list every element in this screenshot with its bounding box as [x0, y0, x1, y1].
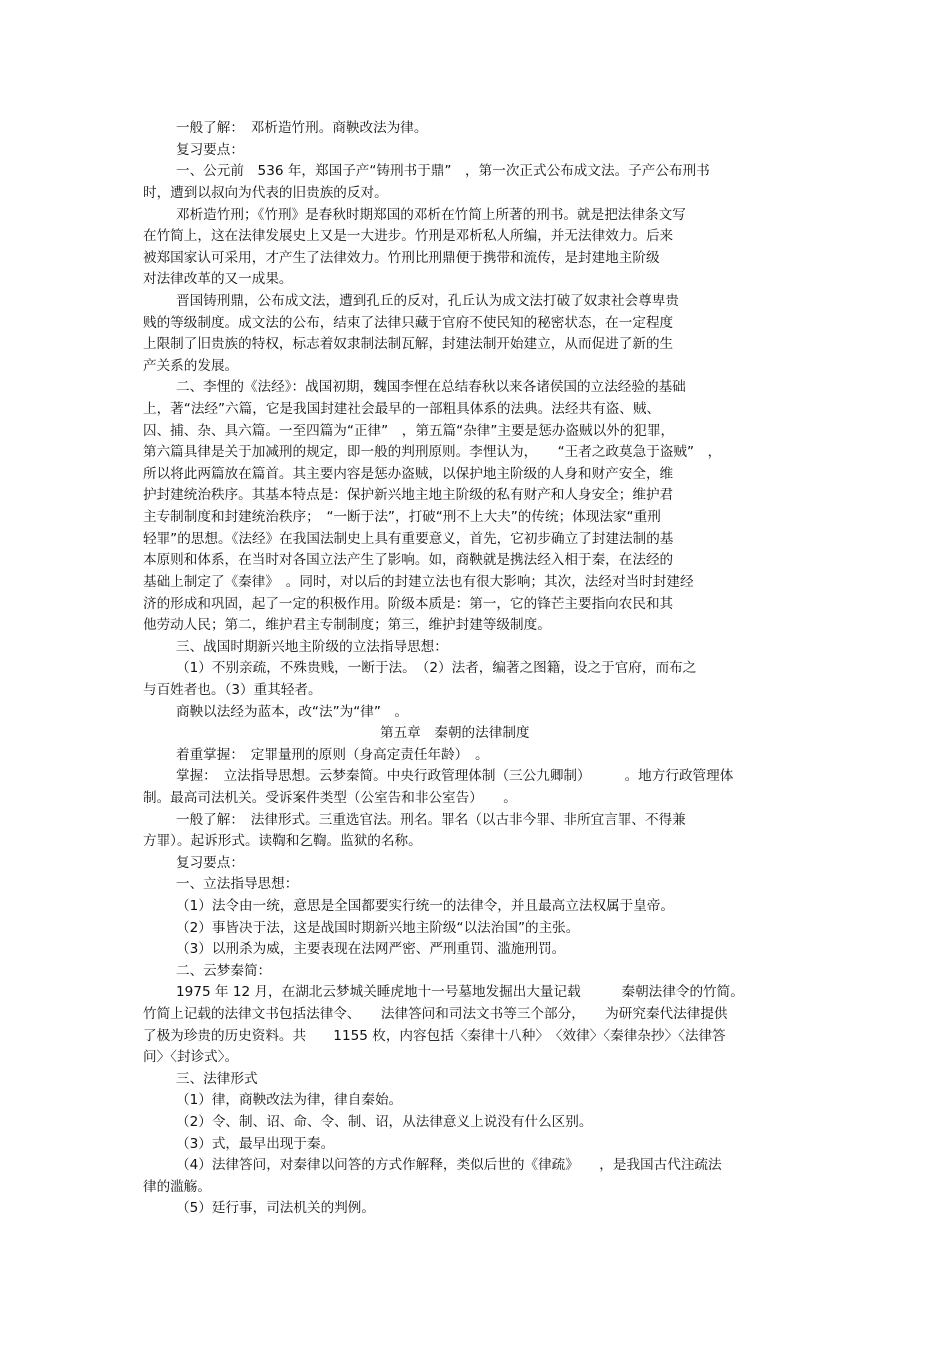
text-line: 被郑国家认可采用，才产生了法律效力。竹刑比刑鼎便于携带和流传，是封建地主阶级 — [143, 250, 660, 266]
text-line: 所以将此两篇放在篇首。其主要内容是惩办盗贼，以保护地主阶级的人身和财产安全，维 — [143, 466, 674, 482]
text-line: （4）法律答问，对秦律以问答的方式作解释，类似后世的《律疏》 ，是我国古代注疏法 — [176, 1157, 722, 1173]
text-line: 第六篇具律是关于加减刑的规定，即一般的判刑原则。李悝认为， “王者之政莫急于盗贼” ， — [143, 444, 722, 460]
text-line: 制。最高司法机关。受诉案件类型（公室告和非公室告） 。 — [143, 790, 517, 806]
text-line: 基础上制定了《秦律》 。同时，对以后的封建立法也有很大影响；其次，法经对当时封建经 — [143, 574, 694, 590]
text-line: 他劳动人民；第二，维护君主专制制度；第三，维护封建等级制度。 — [143, 617, 551, 633]
text-line: 掌握： 立法指导思想。云梦秦简。中央行政管理体制（三公九卿制） 。地方行政管理体 — [176, 768, 734, 784]
text-line: 着重掌握： 定罪量刑的原则（身高定责任年龄） 。 — [176, 747, 489, 763]
text-line: （5）廷行事，司法机关的判例。 — [176, 1200, 375, 1216]
text-line: 一般了解： 邓析造竹刑。商鞅改法为律。 — [176, 120, 428, 136]
text-line: 上，著“法经”六篇，它是我国封建社会最早的一部粗具体系的法典。法经共有盗、贼、 — [143, 401, 661, 417]
text-line: 了极为珍贵的历史资料。共 1155 枚，内容包括〈秦律十八种〉 〈效律〉〈秦律杂抄〉〈法律答 — [143, 1028, 726, 1044]
text-line: 对法律改革的又一成果。 — [143, 271, 293, 287]
text-line: 济的形成和巩固，起了一定的积极作用。阶级本质是：第一，它的锋芒主要指向农民和其 — [143, 596, 674, 612]
text-line: 三、法律形式 — [176, 1071, 258, 1087]
text-line: 二、李悝的《法经》：战国初期，魏国李悝在总结春秋以来各诸侯国的立法经验的基础 — [176, 379, 686, 395]
text-line: 三、战国时期新兴地主阶级的立法指导思想： — [176, 639, 448, 655]
text-line: 晋国铸刑鼎，公布成文法，遭到孔丘的反对，孔丘认为成文法打破了奴隶社会尊卑贵 — [176, 293, 679, 309]
text-line: 与百姓者也。（3）重其轻者。 — [143, 682, 322, 698]
text-line: 产关系的发展。 — [143, 358, 239, 374]
text-line: 囚、捕、杂、具六篇。一至四篇为“正律” ，第五篇“杂律”主要是惩办盗贼以外的犯罪， — [143, 423, 675, 439]
text-line: （1）法令由一统，意思是全国都要实行统一的法律令，并且最高立法权属于皇帝。 — [176, 898, 675, 914]
text-line: （1）不别亲疏，不殊贵贱，一断于法。 （2）法者，编著之图籍，设之于官府，而布之 — [176, 660, 697, 676]
text-line: 一、立法指导思想： — [176, 876, 299, 892]
text-line: （2）令、制、诏、命、令、制、诏，从法律意义上说没有什么区别。 — [176, 1114, 593, 1130]
text-line: （1）律，商鞅改法为律，律自秦始。 — [176, 1092, 403, 1108]
text-line: 方罪）。起诉形式。读鞫和乞鞫。监狱的名称。 — [143, 833, 422, 849]
text-line: 在竹简上，这在法律发展史上又是一大进步。竹刑是邓析私人所编，并无法律效力。后来 — [143, 228, 674, 244]
text-line: （3）式，最早出现于秦。 — [176, 1136, 335, 1152]
text-line: （3）以刑杀为威，主要表现在法网严密、严刑重罚、滥施刑罚。 — [176, 941, 566, 957]
text-line: 复习要点： — [176, 142, 244, 158]
text-line: 竹简上记载的法律文书包括法律令、 法律答问和司法文书等三个部分， 为研究秦代法律提供 — [143, 1006, 728, 1022]
text-line: 上限制了旧贵族的特权，标志着奴隶制法制瓦解，封建法制开始建立，从而促进了新的生 — [143, 336, 674, 352]
text-line: 时，遭到以叔向为代表的旧贵族的反对。 — [143, 185, 388, 201]
text-line: 问〉〈封诊式〉。 — [143, 1049, 239, 1065]
text-line: 复习要点： — [176, 855, 244, 871]
text-line: （2）事皆决于法，这是战国时期新兴地主阶级“以法治国”的主张。 — [176, 920, 580, 936]
text-line: 一般了解： 法律形式。三重选官法。刑名。罪名（以古非今罪、非所宜言罪、不得兼 — [176, 812, 686, 828]
text-line: 商鞅以法经为蓝本，改“法”为“律” 。 — [176, 704, 409, 720]
text-line: 1975 年 12 月，在湖北云梦城关睡虎地十一号墓地发掘出大量记载 秦朝法律令的竹简。 — [176, 984, 744, 1000]
text-line: 贱的等级制度。成文法的公布，结束了法律只藏于官府不使民知的秘密状态，在一定程度 — [143, 315, 674, 331]
chapter-title: 第五章 秦朝的法律制度 — [380, 725, 530, 741]
text-line: 邓析造竹刑；《竹刑》是春秋时期郑国的邓析在竹简上所著的刑书。就是把法律条文写 — [176, 207, 686, 223]
text-line: 二、云梦秦简： — [176, 963, 272, 979]
text-line: 一、公元前 536 年，郑国子产“铸刑书于鼎” ，第一次正式公布成文法。子产公布刑书 — [176, 163, 710, 179]
text-line: 轻罪”的思想。《法经》在我国法制史上具有重要意义，首先，它初步确立了封建法制的基 — [143, 531, 674, 547]
text-line: 主专制制度和封建统治秩序； “一断于法”，打破“刑不上大夫”的传统；体现法家“重刑 — [143, 509, 661, 525]
text-line: 护封建统治秩序。其基本特点是：保护新兴地主地主阶级的私有财产和人身安全；维护君 — [143, 487, 674, 503]
text-line: 律的滥觞。 — [143, 1179, 211, 1195]
text-line: 本原则和体系，在当时对各国立法产生了影响。如，商鞅就是携法经入相于秦，在法经的 — [143, 552, 674, 568]
